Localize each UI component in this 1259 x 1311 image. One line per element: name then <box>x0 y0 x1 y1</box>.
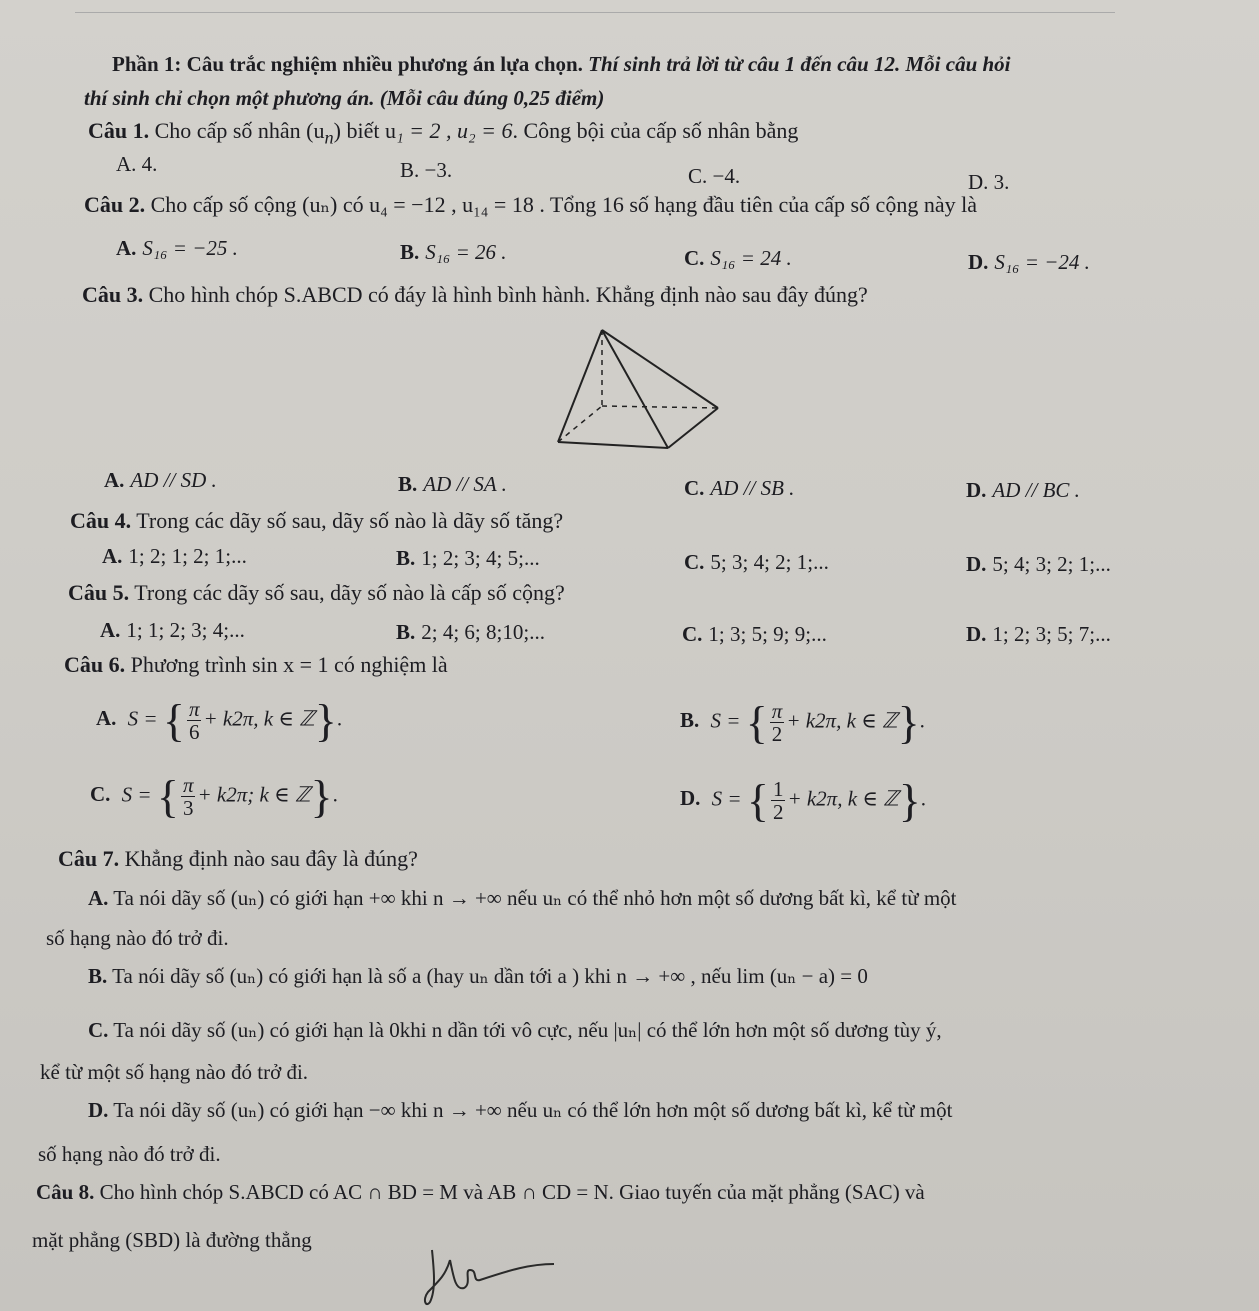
q2-c-text: S₁₆ = 24 . <box>710 246 792 270</box>
handwritten-mark <box>420 1230 560 1310</box>
q5-option-b[interactable] <box>396 620 545 645</box>
q6-c-fraction <box>181 774 196 819</box>
q6-b-num: π <box>771 699 783 723</box>
q4-b-letter: B. <box>396 546 416 570</box>
q6-c-num: π <box>182 773 194 797</box>
q5-b-text: 2; 4; 6; 8;10;... <box>421 620 545 644</box>
q2-d-letter: D. <box>968 250 989 274</box>
q2-option-d[interactable] <box>968 250 1090 275</box>
q6-b-close-brace: } <box>897 697 920 748</box>
q1-option-c[interactable]: C. −4. <box>688 164 741 188</box>
q7-option-a[interactable] <box>88 886 957 911</box>
part-instruction-2: thí sinh chỉ chọn một phương án. (Mỗi câu đúng 0,25 điểm) <box>84 86 605 110</box>
q6-b-pre: S = <box>710 708 741 733</box>
q4-option-c[interactable] <box>684 550 829 575</box>
q4-label: Câu 4. <box>70 508 132 533</box>
q6-b-post: + k2π, k ∈ ℤ <box>786 708 898 733</box>
q1-given: ₁ = 2 , u₂ = 6 <box>395 118 513 143</box>
q6-d-num: 1 <box>772 777 784 801</box>
q6-b-open-brace: { <box>745 697 768 748</box>
q2-b-text: S₁₆ = 26 . <box>425 240 507 264</box>
q4-text: Trong các dãy số sau, dãy số nào là dãy số tăng? <box>136 508 564 533</box>
q5-c-text: 1; 3; 5; 9; 9;... <box>708 622 827 646</box>
q2-option-a[interactable] <box>116 236 238 261</box>
q6-a-num: π <box>188 697 200 721</box>
q5-stem <box>68 580 565 606</box>
q2-c-letter: C. <box>684 246 705 270</box>
q7-text: Khẳng định nào sau đây là đúng? <box>124 846 418 871</box>
q3-label: Câu 3. <box>82 282 144 307</box>
q3-stem <box>82 282 868 308</box>
q3-d-letter: D. <box>966 478 987 502</box>
q6-d-fraction <box>771 778 786 823</box>
q2-option-c[interactable] <box>684 246 792 271</box>
q6-c-den: 3 <box>182 796 194 820</box>
q6-option-d[interactable]: D. S = { $\frac{1}{2}$ + k2π, k ∈ ℤ}. <box>680 775 927 826</box>
q7-b-letter: B. <box>88 964 108 988</box>
q5-d-letter: D. <box>966 622 987 646</box>
q6-a-den: 6 <box>188 720 200 744</box>
q4-d-text: 5; 4; 3; 2; 1;... <box>992 552 1111 576</box>
q6-a-close-brace: } <box>314 695 337 746</box>
q2-stem <box>84 192 977 218</box>
q2-text: Cho cấp số cộng (uₙ) có u₄ = −12 , u₁₄ = 18 . Tổng 16 số hạng đầu tiên của cấp số cộng này là <box>150 192 977 217</box>
q7-stem <box>58 846 418 872</box>
q1-option-b[interactable]: B. −3. <box>400 158 453 182</box>
q6-d-den: 2 <box>772 800 784 824</box>
q6-c-close-brace: } <box>310 771 333 822</box>
q7-option-d[interactable] <box>88 1098 952 1123</box>
q5-option-c[interactable] <box>682 622 827 647</box>
q6-c-open-brace: { <box>156 771 179 822</box>
q3-option-d[interactable] <box>966 478 1080 503</box>
q3-a-text: AD // SD . <box>130 468 217 492</box>
q6-a-open-brace: { <box>162 695 185 746</box>
q5-b-letter: B. <box>396 620 416 644</box>
q4-option-d[interactable] <box>966 552 1111 577</box>
q5-d-text: 1; 2; 3; 5; 7;... <box>992 622 1111 646</box>
q2-b-letter: B. <box>400 240 420 264</box>
q7-d-text: Ta nói dãy số (uₙ) có giới hạn −∞ khi n → +∞ nếu uₙ có thể lớn hơn một số dương bất kì, kể từ một <box>113 1098 953 1122</box>
q4-c-letter: C. <box>684 550 705 574</box>
q5-label: Câu 5. <box>68 580 130 605</box>
q5-option-d[interactable] <box>966 622 1111 647</box>
q1-option-a[interactable]: A. 4. <box>116 152 158 176</box>
q7-c-letter: C. <box>88 1018 109 1042</box>
q6-a-fraction <box>187 698 202 743</box>
q6-d-close-brace: } <box>898 775 921 826</box>
q3-option-b[interactable] <box>398 472 507 497</box>
q6-d-pre: S = <box>711 786 742 811</box>
q7-a-cont: số hạng nào đó trở đi. <box>46 926 229 950</box>
q1-text2: ) biết u <box>333 118 396 143</box>
q1-text3: . Công bội của cấp số nhân bằng <box>512 118 799 143</box>
q7-c-cont: kể từ một số hạng nào đó trở đi. <box>40 1060 309 1084</box>
q1-option-d[interactable]: D. 3. <box>968 170 1010 194</box>
q3-option-a[interactable] <box>104 468 217 493</box>
q8-text: Cho hình chóp S.ABCD có AC ∩ BD = M và AB ∩ CD = N. Giao tuyến của mặt phẳng (SAC) và <box>99 1180 925 1204</box>
q6-text: Phương trình sin x = 1 có nghiệm là <box>130 652 448 677</box>
q3-d-text: AD // BC . <box>992 478 1080 502</box>
q5-text: Trong các dãy số sau, dãy số nào là cấp số cộng? <box>134 580 565 605</box>
q4-a-text: 1; 2; 1; 2; 1;... <box>128 544 247 568</box>
q6-c-letter: C. <box>90 782 111 807</box>
q4-stem <box>70 508 563 534</box>
q5-option-a[interactable] <box>100 618 245 643</box>
q6-option-b[interactable]: B. S = { $\frac{\pi}{2}$ + k2π, k ∈ ℤ}. <box>680 697 925 748</box>
q2-d-text: S₁₆ = −24 . <box>994 250 1090 274</box>
q3-b-letter: B. <box>398 472 418 496</box>
q6-d-post: + k2π, k ∈ ℤ <box>787 786 899 811</box>
q7-option-b[interactable] <box>88 964 868 989</box>
q7-label: Câu 7. <box>58 846 120 871</box>
q1-text: Cho cấp số nhân (u <box>154 118 325 143</box>
q4-option-a[interactable] <box>102 544 247 569</box>
q6-b-fraction <box>770 700 785 745</box>
q1-sub: n <box>324 127 334 148</box>
q6-option-c[interactable]: C. S = { $\frac{\pi}{3}$ + k2π; k ∈ ℤ}. <box>90 771 338 822</box>
q7-a-text: Ta nói dãy số (uₙ) có giới hạn +∞ khi n → +∞ nếu uₙ có thể nhỏ hơn một số dương bất kì, kể từ một <box>113 886 957 910</box>
q3-option-c[interactable] <box>684 476 794 501</box>
part-heading-line <box>112 52 1011 77</box>
q8-stem-2: mặt phẳng (SBD) là đường thẳng <box>32 1228 312 1252</box>
q7-d-letter: D. <box>88 1098 109 1122</box>
pyramid-figure <box>540 312 740 462</box>
q3-c-text: AD // SB . <box>710 476 795 500</box>
q5-c-letter: C. <box>682 622 703 646</box>
q3-a-letter: A. <box>104 468 125 492</box>
q1-stem <box>88 118 798 148</box>
q5-a-text: 1; 1; 2; 3; 4;... <box>126 618 245 642</box>
q6-b-den: 2 <box>771 722 783 746</box>
q7-b-text: Ta nói dãy số (uₙ) có giới hạn là số a (hay uₙ dần tới a ) khi n → +∞ , nếu lim (uₙ − a) = 0 <box>112 964 868 988</box>
q4-c-text: 5; 3; 4; 2; 1;... <box>710 550 829 574</box>
q7-c-text: Ta nói dãy số (uₙ) có giới hạn là 0khi n dần tới vô cực, nếu |uₙ| có thể lớn hơn một số dương tùy ý, <box>113 1018 942 1042</box>
q6-c-pre: S = <box>121 782 152 807</box>
q2-option-b[interactable] <box>400 240 507 265</box>
q2-a-letter: A. <box>116 236 137 260</box>
q6-c-post: + k2π; k ∈ ℤ <box>197 782 311 807</box>
q6-a-post: + k2π, k ∈ ℤ <box>203 706 315 731</box>
q6-d-letter: D. <box>680 786 701 811</box>
q3-b-text: AD // SA . <box>423 472 507 496</box>
q2-label: Câu 2. <box>84 192 146 217</box>
q6-a-pre: S = <box>127 706 158 731</box>
q6-b-letter: B. <box>680 708 700 733</box>
q7-a-letter: A. <box>88 886 109 910</box>
q6-label: Câu 6. <box>64 652 126 677</box>
q4-option-b[interactable] <box>396 546 540 571</box>
q6-stem <box>64 652 448 678</box>
q6-d-open-brace: { <box>746 775 769 826</box>
q8-label: Câu 8. <box>36 1180 95 1204</box>
q7-option-c[interactable] <box>88 1018 942 1043</box>
q6-option-a[interactable]: A. S = { $\frac{\pi}{6}$ + k2π, k ∈ ℤ}. <box>96 695 343 746</box>
q4-b-text: 1; 2; 3; 4; 5;... <box>421 546 540 570</box>
q2-a-text: S₁₆ = −25 . <box>142 236 238 260</box>
q3-text: Cho hình chóp S.ABCD có đáy là hình bình hành. Khẳng định nào sau đây đúng? <box>148 282 868 307</box>
part-instruction: Thí sinh trả lời từ câu 1 đến câu 12. Mỗi câu hỏi <box>588 52 1011 76</box>
q1-label: Câu 1. <box>88 118 150 143</box>
q6-a-letter: A. <box>96 706 117 731</box>
q3-c-letter: C. <box>684 476 705 500</box>
q7-d-cont: số hạng nào đó trở đi. <box>38 1142 221 1166</box>
q5-a-letter: A. <box>100 618 121 642</box>
top-rule <box>75 12 1115 13</box>
q4-a-letter: A. <box>102 544 123 568</box>
q4-d-letter: D. <box>966 552 987 576</box>
part-heading: Phần 1: Câu trắc nghiệm nhiều phương án lựa chọn. <box>112 52 583 76</box>
q8-stem <box>36 1180 925 1205</box>
